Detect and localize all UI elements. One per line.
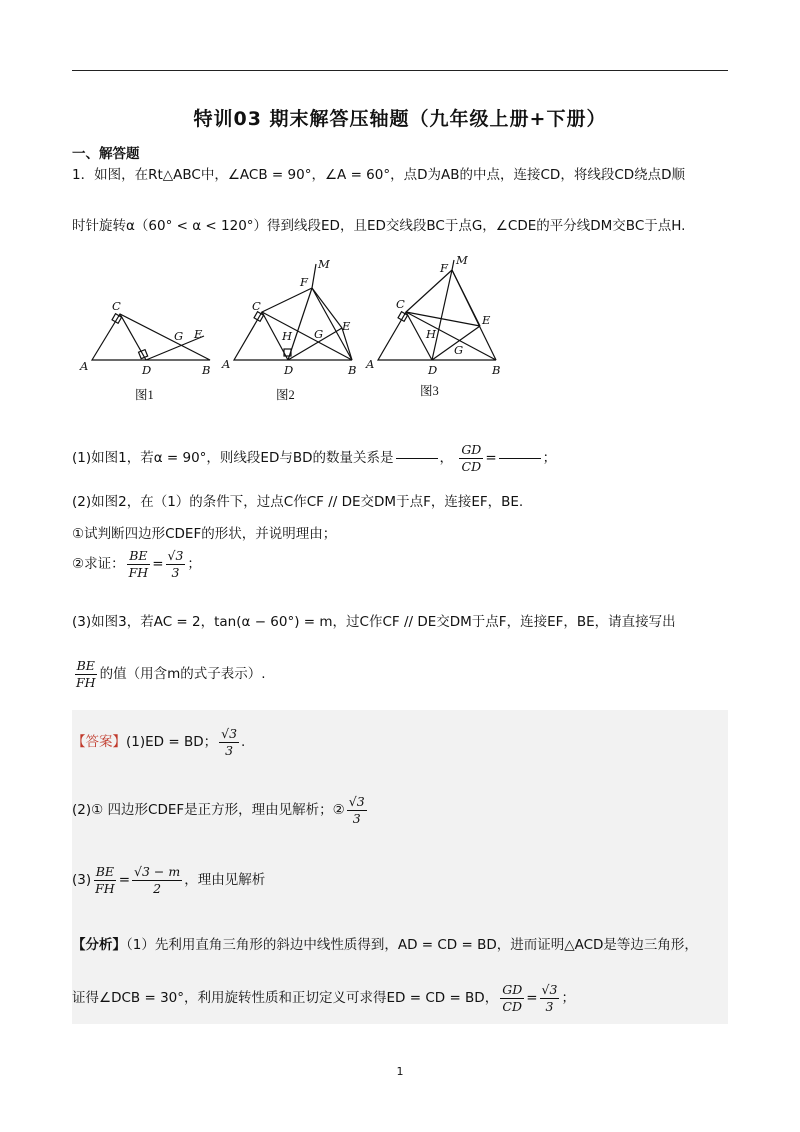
svg-text:H: H [426,327,437,341]
analysis-line-2: 证得∠DCB = 30°，利用旋转性质和正切定义可求得ED = CD = BD， $\frac{GD}{CD}$ = $\frac{√3}{3}$ ； [72,981,575,1014]
svg-text:M: M [456,253,468,267]
svg-text:F: F [440,261,448,275]
question-3-tail: $\frac{BE}{FH}$ 的值（用含m的式子表示）. [76,657,266,690]
question-3: (3)如图3，若AC = 2，tan(α − 60°) = m，过C作CF // DE交DM于点F，连接EF，BE，请直接写出 [72,614,676,630]
svg-text:D: D [428,363,438,377]
svg-text:E: E [342,319,351,333]
svg-text:A: A [366,357,375,371]
answer-2: (2)① 四边形CDEF是正方形，理由见解析；② $\frac{√3}{3}$ [72,793,365,826]
answer-tag: 【答案】 [72,734,126,750]
question-1-text: (1)如图1，若α = 90°，则线段ED与BD的数量关系是 [72,450,394,466]
figure-3-caption: 图3 [420,384,439,398]
page-title: 特训03 期末解答压轴题（九年级上册+下册） [193,108,607,130]
svg-text:E: E [194,327,203,341]
figure-1-labels [79,299,210,377]
question-2-part-1: ①试判断四边形CDEF的形状，并说明理由； [72,526,337,542]
svg-text:B: B [202,363,211,377]
svg-text:G: G [314,327,324,341]
section-heading: 一、解答题 [72,146,140,162]
svg-text:H: H [282,329,293,343]
svg-text:F: F [300,275,308,289]
svg-text:C: C [112,299,121,313]
svg-text:C: C [396,297,405,311]
svg-text:D: D [142,363,152,377]
question-1: (1)如图1，若α = 90°，则线段ED与BD的数量关系是 ， $\frac{GD}{CD}$ = ； [72,441,557,474]
answer-1-fraction: $\frac{√3}{3}$ [221,725,238,758]
answer-blank-2 [499,457,541,459]
page-number: 1 [396,1065,404,1078]
problem-line-2: 时针旋转α（60° < α < 120°）得到线段ED，且ED交线段BC于点G，∠CDE的平分线DM交BC于点H. [72,218,686,234]
svg-text:A: A [222,357,231,371]
fraction-be-fh: $\frac{BE}{FH}$ [128,547,149,580]
answer-blank-1 [396,457,438,459]
svg-text:G: G [454,343,464,357]
fraction-be-fh-q3: $\frac{BE}{FH}$ [76,657,96,690]
answer-3: (3) $\frac{BE}{FH}$ = $\frac{√3 - m}{2}$ ，理由见解析 [72,863,266,896]
header-rule [72,70,728,71]
answer-1: 【答案】(1)ED = BD； $\frac{√3}{3}$ . [72,725,246,758]
answer-3-right-fraction: $\frac{√3 - m}{2}$ [134,863,181,896]
svg-text:E: E [482,313,491,327]
question-2-part-2: ②求证： $\frac{BE}{FH}$ = $\frac{√3}{3}$ ； [72,547,201,580]
svg-text:B: B [492,363,501,377]
svg-text:C: C [252,299,261,313]
svg-text:G: G [174,329,184,343]
answer-3-left-fraction: $\frac{BE}{FH}$ [95,863,115,896]
analysis-tag: 【分析】 [72,937,126,953]
figure-1 [92,314,210,360]
fraction-sqrt3-3: $\frac{√3}{3}$ [167,547,184,580]
analysis-fraction-gd-cd: $\frac{GD}{CD}$ [502,981,523,1014]
answer-2-fraction: $\frac{√3}{3}$ [348,793,365,826]
question-2: (2)如图2，在（1）的条件下，过点C作CF // DE交DM于点F，连接EF，BE. [72,494,524,510]
svg-text:D: D [284,363,294,377]
problem-line-1: 1．如图，在Rt△ABC中，∠ACB = 90°，∠A = 60°，点D为AB的中点，连接CD，将线段CD绕点D顺 [72,167,686,183]
svg-text:M: M [318,257,330,271]
svg-text:B: B [348,363,357,377]
fraction-gd-cd: $\frac{GD}{CD}$ [461,441,482,474]
figure-1-caption: 图1 [135,388,154,402]
analysis-line-1: 【分析】（1）先利用直角三角形的斜边中线性质得到，AD = CD = BD，进而证明△ACD是等边三角形， [72,937,698,953]
figure-2-caption: 图2 [276,388,295,402]
svg-text:A: A [80,359,89,373]
analysis-fraction-sqrt3-3: $\frac{√3}{3}$ [541,981,558,1014]
